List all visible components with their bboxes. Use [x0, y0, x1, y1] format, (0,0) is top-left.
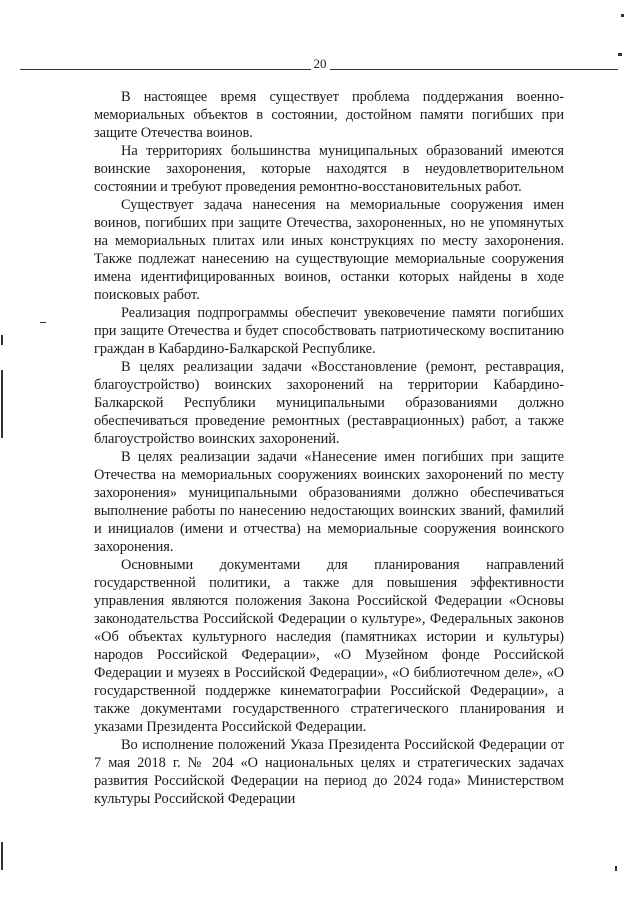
paragraph: В целях реализации задачи «Восстановление (ремонт, реставрация, благоустройство) воинских захоронений на территории Кабардино-Балкарской Республики муниципальными образованиями должно обеспечиваться проведение ремонтных (реставрационных) работ, а также благоустройство воинских захоронений.: [94, 359, 564, 447]
paragraph: В целях реализации задачи «Нанесение имен погибших при защите Отечества на мемориальных сооружениях воинских захоронений по месту захоронения» муниципальными образованиями должно обеспечиваться выполнение работы по нанесению недостающих воинских званий, фамилий и инициалов (имени и отчества) на мемориальные сооружения воинского захоронения.: [94, 449, 564, 555]
scan-mark: [1, 842, 3, 870]
paragraph: На территориях большинства муниципальных образований имеются воинские захоронения, которые находятся в неудовлетворительном состоянии и требуют проведения ремонтно-восстановительных работ.: [94, 143, 564, 195]
scan-mark: [1, 370, 3, 438]
page-number-text: 20: [311, 56, 330, 71]
paragraph: Реализация подпрограммы обеспечит увековечение памяти погибших при защите Отечества и будет способствовать патриотическому воспитанию граждан в Кабардино-Балкарской Республике.: [94, 305, 564, 357]
paragraph: Основными документами для планирования направлений государственной политики, а также для повышения эффективности управления являются положения Закона Российской Федерации «Основы законодательства Российской Федерации о культуре», Федеральных законов «Об объектах культурного наследия (памятниках истории и культуры) народов Российской Федерации», «О Музейном фонде Российской Федерации и музеях в Российской Федерации», «О библиотечном деле», «О государственной поддержке кинематографии Российской Федерации», а также документами государственного стратегического планирования и указами Президента Российской Федерации.: [94, 557, 564, 735]
paragraph: Существует задача нанесения на мемориальные сооружения имен воинов, погибших при защите Отечества, захороненных, но не упомянутых на мемориальных плитах или иных конструкциях по месту захоронения. Также подлежат нанесению на существующие мемориальные сооружения имена идентифицированных воинов, останки которых найдены в ходе поисковых работ.: [94, 197, 564, 303]
scan-mark: [40, 322, 46, 323]
scan-mark: [1, 335, 3, 345]
paragraph: Во исполнение положений Указа Президента Российской Федерации от 7 мая 2018 г. № 204 «О национальных целях и стратегических задачах развития Российской Федерации на период до 2024 года» Министерством культуры Российской Федерации: [94, 737, 564, 807]
body-text: [94, 88, 564, 808]
scan-mark: [621, 14, 624, 17]
page-number: [0, 58, 640, 70]
scan-mark: [615, 866, 617, 871]
paragraph: В настоящее время существует проблема поддержания военно-мемориальных объектов в состоянии, достойном памяти погибших при защите Отечества воинов.: [94, 89, 564, 141]
scan-mark: [618, 53, 622, 56]
